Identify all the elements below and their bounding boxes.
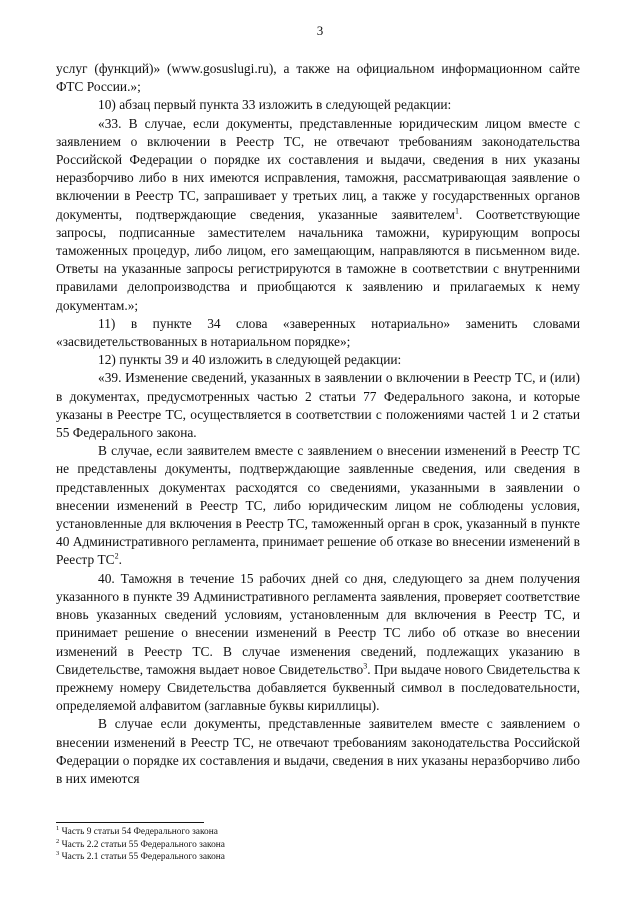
paragraph: 11) в пункте 34 слова «заверенных нотариально» заменить словами «засвидетельствованных в нотариальном порядке»; — [56, 315, 580, 350]
paragraph: «39. Изменение сведений, указанных в заявлении о включении в Реестр ТС, и (или) в документах, предусмотренных частью 2 статьи 77 Федерального закона, и которые указаны в Реестре ТС, осуществляется в соответствии с положениями частей 1 и 2 статьи 55 Федерального закона. — [56, 370, 580, 441]
footnote-ref: 2 — [114, 552, 119, 562]
paragraph: 40. Таможня в течение 15 рабочих дней со дня, следующего за днем получения указанного в пункте 39 Административного регламента заявления, проверяет соответствие вновь указанных сведений условиям, установленным для включения в Реестр ТС, и принимает решение о внесении изменений в Реестр ТС либо об отказе во внесении изменений в Реестр ТС. В случае изменения сведений, подлежащих указанию в Свидетельстве, таможня выдает новое Свидетельство$^3$. При выдаче нового Свидетельства к прежнему номеру Свидетельства добавляется буквенный символ в последовательности, определяемой алфавитом (заглавные буквы кириллицы). — [56, 570, 580, 714]
footnote: $^2$ Часть 2.2 статьи 55 Федерального закона — [56, 837, 225, 850]
paragraph: В случае если документы, представленные заявителем вместе с заявлением о внесении изменений в Реестр ТС, не отвечают требованиям законодательства Российской Федерации о порядке их составления и выдачи, сведения в них указаны неразборчиво либо в них имеются — [56, 716, 580, 786]
footnote-ref: 1 — [455, 206, 459, 216]
footnote-ref: 3 — [363, 661, 368, 671]
paragraph: 12) пункты 39 и 40 изложить в следующей редакции: — [98, 352, 402, 368]
paragraph: услуг (функций)» (www.gosuslugi.ru), а также на официальном информационном сайте ФТС России.»; — [56, 61, 580, 95]
document-body — [56, 60, 580, 788]
paragraph: В случае, если заявителем вместе с заявлением о внесении изменений в Реестр ТС не представлены документы, подтверждающие заявленные сведения, или сведения в представленных документах расходятся со сведениями, указанными в заявлении о внесении изменений в Реестр ТС, либо юридическим лицом не соблюдены условия, установленные для включения в Реестр ТС, таможенный орган в срок, указанный в пункте 40 Административного регламента, принимает решение об отказе во внесении изменений в Реестр $ТС^2$. — [56, 443, 580, 568]
page-number: 3 — [316, 23, 324, 38]
footnote: $^3$ Часть 2.1 статьи 55 Федерального закона — [56, 850, 225, 863]
footnote: $^1$ Часть 9 статьи 54 Федерального закона — [56, 824, 218, 837]
footnote-separator — [56, 822, 204, 823]
paragraph: 10) абзац первый пункта 33 изложить в следующей редакции: — [98, 97, 452, 113]
footnotes — [56, 826, 225, 864]
paragraph: «33. В случае, если документы, представленные юридическим лицом вместе с заявлением о включении в Реестр ТС, не отвечают требованиям законодательства Российской Федерации о порядке их составления и выдачи, сведения в них указаны неразборчиво либо в них имеются исправления, таможня, рассматривающая заявление о включении в Реестр ТС, запрашивает у третьих лиц, а также у государственных органов документы, подтверждающие сведения, указанные заявителем$^1$. Соответствующие запросы, подписанные заместителем начальника таможни, курирующим вопросы таможенных процедур, либо лицом, его замещающим, направляются в письменном виде. Ответы на указанные запросы регистрируются в таможне в соответствии с внутренними правилами делопроизводства и приобщаются к заявлению и прилагаемых к нему документам.»; — [56, 115, 580, 313]
